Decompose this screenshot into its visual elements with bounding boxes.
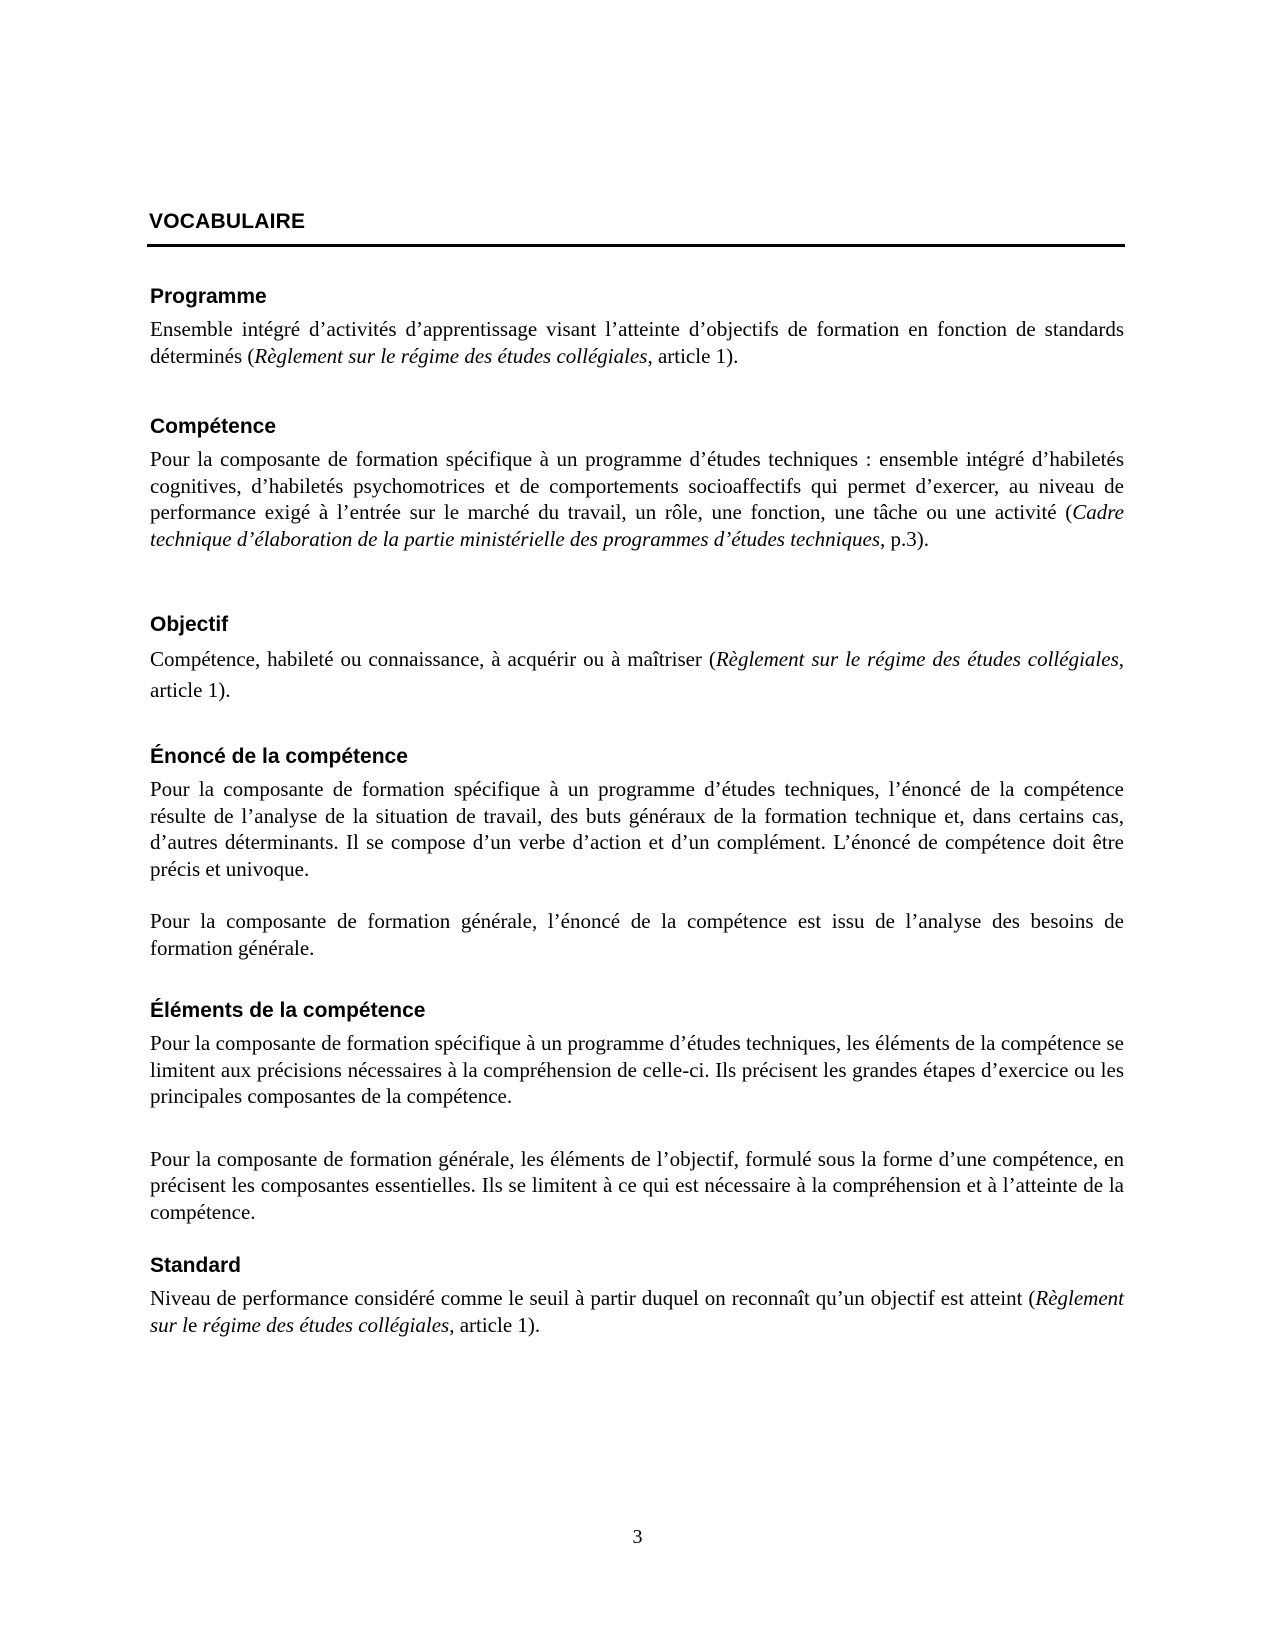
definition-fragment: Niveau de performance considéré comme le seuil à partir duquel on reconnaît qu’un objectif est atteint ( — [150, 1286, 1036, 1310]
term-heading: Énoncé de la compétence — [150, 745, 408, 768]
definition-fragment: , article 1). — [150, 647, 1124, 702]
definition-text: Pour la composante de formation générale, les éléments de l’objectif, formulé sous la forme d’une compétence, en précisent les composantes essentielles. Ils se limitent à ce qui est nécessaire à la compréhension et à l’atteinte de la compétence. — [150, 1146, 1124, 1224]
definition-fragment: Compétence, habileté ou connaissance, à acquérir ou à maîtriser ( — [150, 647, 716, 671]
entry-standard — [150, 1253, 1124, 1338]
entry-competence — [150, 414, 1124, 552]
term-heading: Standard — [150, 1254, 242, 1277]
page-title: VOCABULAIRE — [149, 210, 306, 233]
heading-underline — [147, 244, 1125, 247]
entry-objectif — [150, 612, 1124, 706]
definition-text: Pour la composante de formation spécifique à un programme d’études techniques, les éléments de la compétence se limitent aux précisions nécessaires à la compréhension de celle-ci. Ils précisent les grandes étapes d’exercice ou les principales composantes de la compétence. — [150, 1031, 1124, 1108]
definition-text — [150, 644, 1124, 706]
definition-fragment: , article 1). — [647, 343, 739, 368]
term-heading: Éléments de la compétence — [150, 999, 426, 1022]
citation-title: Règlement sur l — [150, 1286, 1124, 1337]
definition-text: Pour la composante de formation spécifique à un programme d’études techniques, l’énoncé de la compétence résulte de l’analyse de la situation de travail, des buts généraux de la formation technique et, dans certains cas, d’autres déterminants. Il se compose d’un verbe d’action et d’un complément. L’énoncé de compétence doit être précis et univoque. — [150, 777, 1124, 881]
entry-elements — [150, 998, 1124, 1225]
entry-programme — [150, 284, 1124, 369]
citation-title: régime des études collégiales — [202, 1312, 450, 1337]
definition-fragment: Pour la composante de formation spécifique à un programme d’études techniques : ensemble intégré d’habiletés cognitives, d’habiletés psychomotrices et de comportements socioaffectifs qui permet d’exercer, au niveau de performance exigé à l’entrée sur le marché du travail, un rôle, une fonction, une tâche ou une activité ( — [150, 447, 1124, 524]
citation-title: Règlement sur le régime des études collégiales — [715, 647, 1119, 671]
term-heading: Programme — [150, 285, 267, 308]
definition-fragment: Ensemble intégré d’activités d’apprentissage visant l’atteinte d’objectifs de formation en fonction de standards déterminés ( — [150, 317, 1124, 368]
definition-fragment: e — [187, 1312, 203, 1337]
term-heading: Compétence — [150, 415, 277, 438]
citation-title: Cadre technique d’élaboration de la partie ministérielle des programmes d’études techniques — [150, 500, 1124, 551]
definition-text: Pour la composante de formation générale, l’énoncé de la compétence est issu de l’analyse des besoins de formation générale. — [150, 909, 1124, 960]
citation-title: Règlement sur le régime des études collégiales — [254, 343, 648, 368]
definition-text — [150, 1285, 1124, 1338]
definition-fragment: , article 1). — [449, 1312, 541, 1337]
page-number: 3 — [632, 1526, 643, 1548]
entry-enonce — [150, 744, 1124, 961]
term-heading: Objectif — [150, 613, 229, 636]
definition-text — [150, 316, 1124, 369]
definition-text — [150, 446, 1124, 552]
definition-fragment: , p.3). — [880, 526, 929, 551]
